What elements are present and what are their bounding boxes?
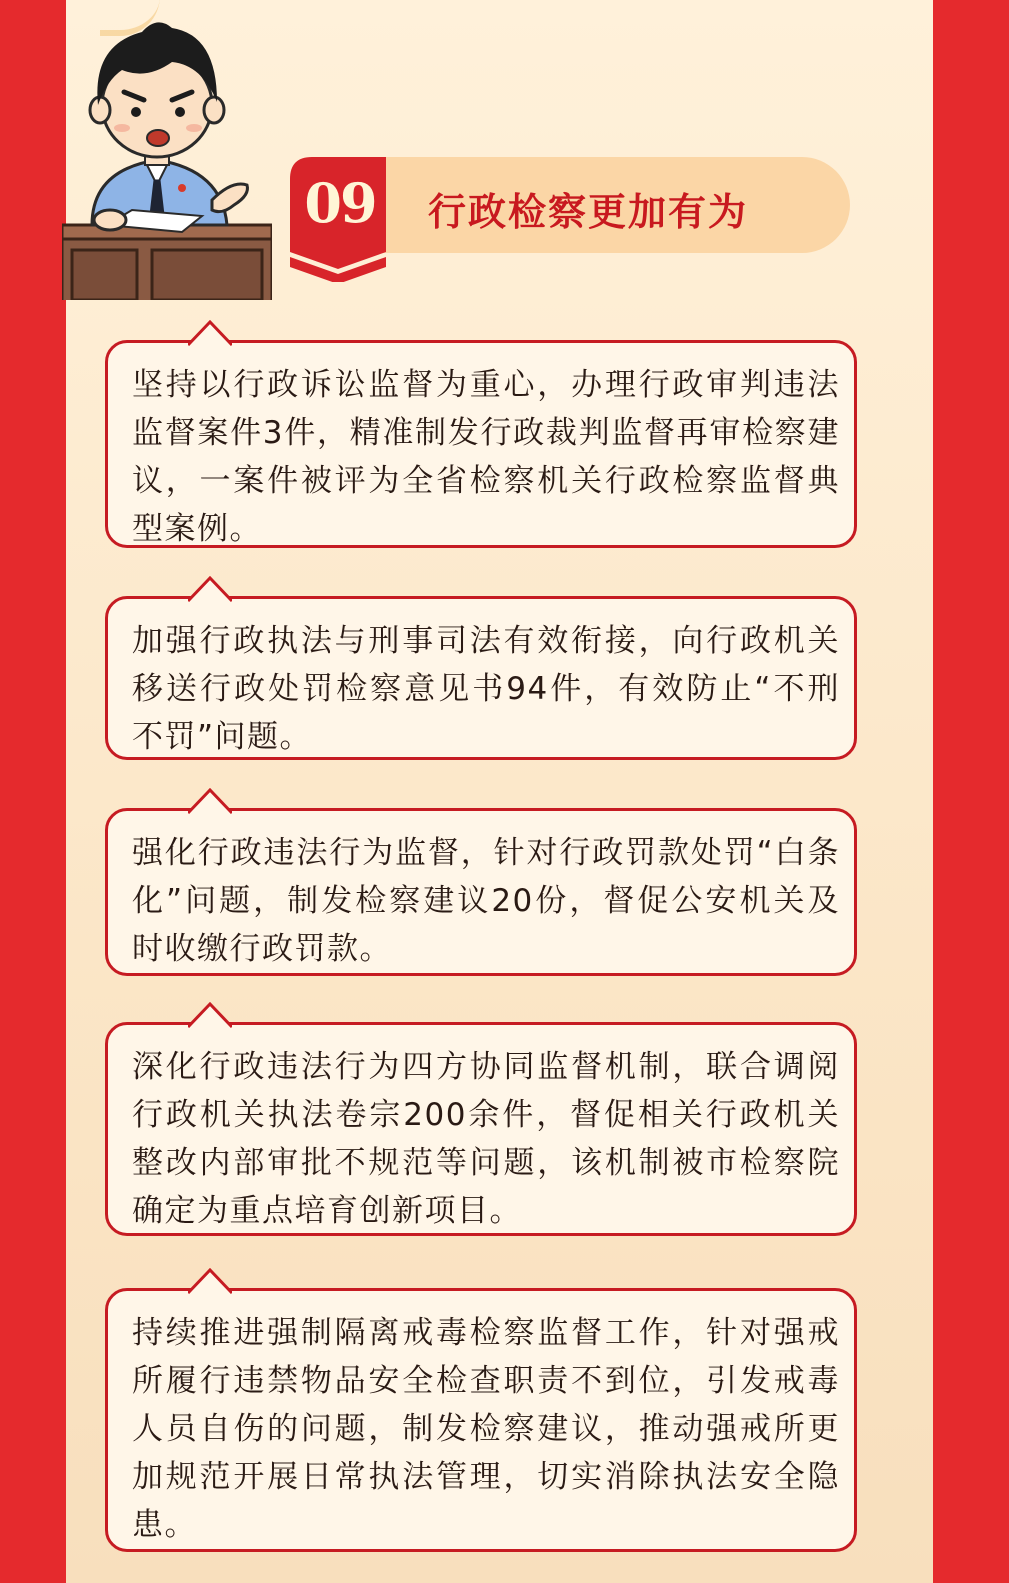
list-item	[105, 1288, 857, 1552]
section-number: 09	[304, 171, 376, 235]
item-text: 深化行政违法行为四方协同监督机制，联合调阅行政机关执法卷宗200余件，督促相关行政机关整改内部审批不规范等问题，该机制被市检察院确定为重点培育创新项目。	[132, 1049, 840, 1229]
section-heading	[290, 157, 860, 292]
item-text: 强化行政违法行为监督，针对行政罚款处罚“白条化”问题，制发检察建议20份，督促公安机关及时收缴行政罚款。	[132, 835, 840, 967]
list-item	[105, 808, 857, 976]
section-title: 行政检察更加有为	[428, 190, 749, 234]
prosecutor-character-illustration	[62, 10, 272, 300]
item-text: 加强行政执法与刑事司法有效衔接，向行政机关移送行政处罚检察意见书94件，有效防止“不刑不罚”问题。	[132, 623, 840, 755]
item-text: 持续推进强制隔离戒毒检察监督工作，针对强戒所履行违禁物品安全检查职责不到位，引发戒毒人员自伤的问题，制发检察建议，推动强戒所更加规范开展日常执法管理，切实消除执法安全隐患。	[132, 1315, 840, 1543]
list-item	[105, 340, 857, 548]
list-item	[105, 1022, 857, 1236]
list-item	[105, 596, 857, 760]
item-text: 坚持以行政诉讼监督为重心，办理行政审判违法监督案件3件，精准制发行政裁判监督再审检察建议，一案件被评为全省检察机关行政检察监督典型案例。	[132, 367, 840, 547]
